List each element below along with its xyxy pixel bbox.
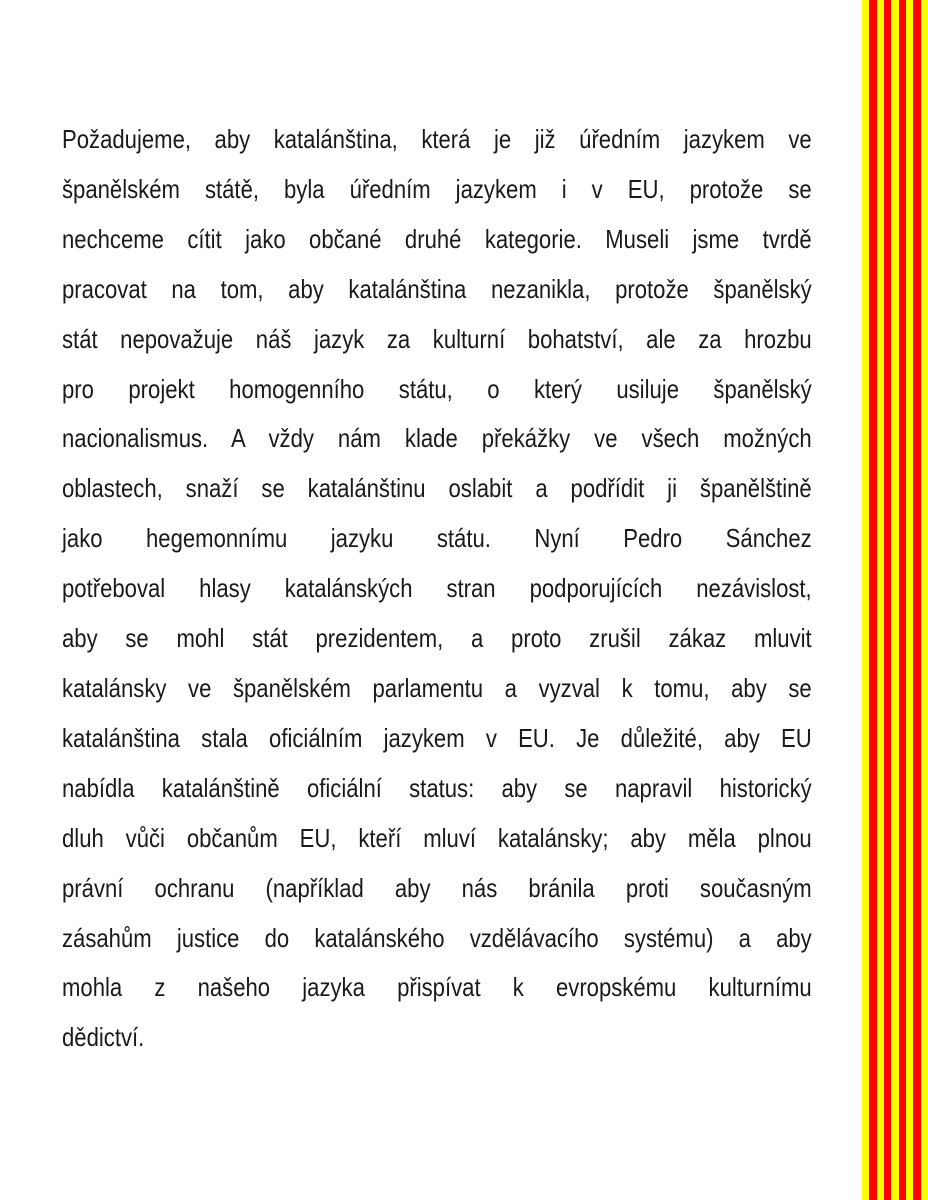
text-line: oblastech, snaží se katalánštinu oslabit a podřídit ji španělštině [62,473,812,504]
flag-stripe [891,0,898,1200]
text-line: dluh vůči občanům EU, kteří mluví katalánsky; aby měla plnou [62,822,812,853]
text-line: nechceme cítit jako občané druhé kategorie. Museli jsme tvrdě [62,223,812,254]
flag-stripe [899,0,906,1200]
text-line: jako hegemonnímu jazyku státu. Nyní Pedro Sánchez [62,523,812,554]
text-line: Požadujeme, aby katalánština, která je již úředním jazykem ve [62,124,812,154]
text-line: mohla z našeho jazyka přispívat k evropskému kulturnímu [62,972,812,1003]
catalan-flag-stripes [862,0,928,1200]
text-line: španělském státě, byla úředním jazykem i v EU, protože se [62,173,812,204]
text-line: pro projekt homogenního státu, o který usiluje španělský [62,373,812,404]
flag-stripe [921,0,928,1200]
text-line: aby se mohl stát prezidentem, a proto zrušil zákaz mluvit [62,623,812,654]
text-line: nabídla katalánštině oficiální status: aby se napravil historický [62,772,812,803]
text-line: dědictví. [62,1022,145,1053]
flag-stripe [869,0,876,1200]
flag-stripe [884,0,891,1200]
text-line: stát nepovažuje náš jazyk za kulturní bohatství, ale za hrozbu [62,323,812,354]
text-line: zásahům justice do katalánského vzdělávacího systému) a aby [62,922,812,953]
text-line: katalánsky ve španělském parlamentu a vyzval k tomu, aby se [62,672,812,703]
text-line: právní ochranu (například aby nás bránila proti současným [62,872,812,903]
flag-stripe [862,0,869,1200]
text-line: katalánština stala oficiálním jazykem v EU. Je důležité, aby EU [62,722,812,753]
flag-stripe [913,0,920,1200]
flag-stripe [906,0,913,1200]
body-paragraph [62,115,812,1063]
text-line: pracovat na tom, aby katalánština nezanikla, protože španělský [62,273,812,304]
text-line: potřeboval hlasy katalánských stran podporujících nezávislost, [62,573,812,604]
text-line: nacionalismus. A vždy nám klade překážky ve všech možných [62,423,812,454]
flag-stripe [877,0,884,1200]
